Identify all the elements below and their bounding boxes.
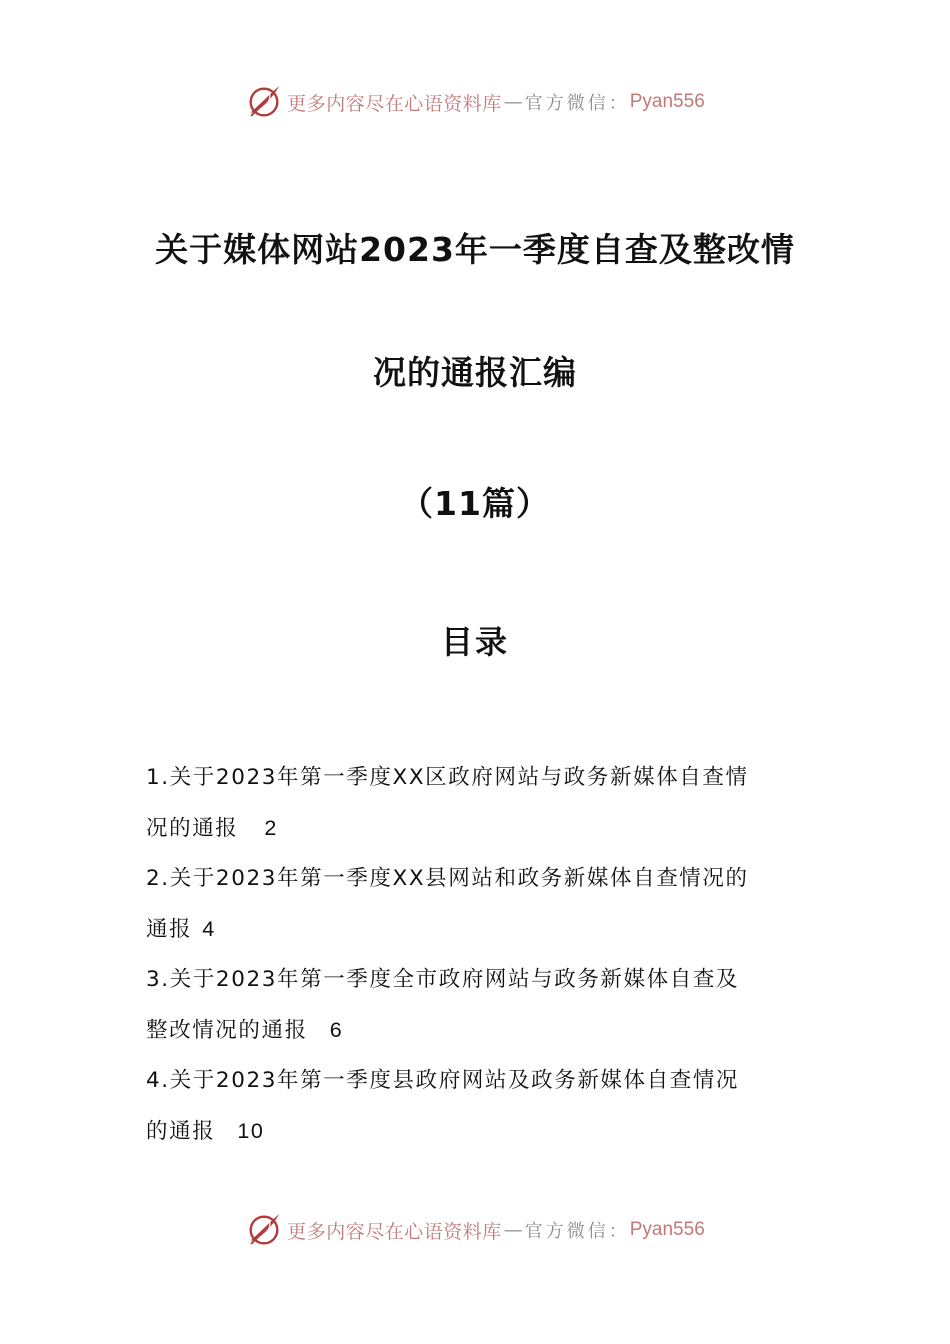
header-banner — [0, 80, 950, 124]
toc-page-number: 2 — [264, 816, 278, 840]
document-article-count: （11篇） — [400, 484, 550, 523]
document-title-line-2: 况的通报汇编 — [373, 353, 577, 392]
toc-entry[interactable] — [146, 955, 826, 1056]
toc-entry-line-1: 1.关于2023年第一季度XX区政府网站与政务新媒体自查情 — [146, 765, 749, 790]
toc-entry-line-2 — [146, 1106, 826, 1157]
footer-banner — [0, 1208, 950, 1252]
banner-text: 更多内容尽在心语资料库 — [287, 1220, 502, 1243]
toc-page-number: 10 — [237, 1119, 265, 1143]
toc-entry[interactable] — [146, 854, 826, 955]
toc-entry-line-1: 3.关于2023年第一季度全市政府网站与政务新媒体自查及 — [146, 967, 740, 992]
quill-pen-logo-icon — [245, 1211, 283, 1249]
banner-dash: — — [503, 91, 523, 113]
toc-heading: 目录 — [440, 623, 509, 661]
toc-entry-text: 整改情况的通报 — [146, 1018, 308, 1043]
toc-entry-line-1: 2.关于2023年第一季度XX县网站和政务新媒体自查情况的 — [146, 866, 749, 891]
banner-wechat-label: 官方微信： — [524, 93, 630, 114]
banner-wechat-label: 官方微信： — [524, 1221, 630, 1242]
toc-entry-line-1: 4.关于2023年第一季度县政府网站及政务新媒体自查情况 — [146, 1068, 740, 1093]
toc-entry-text: 通报 — [146, 917, 193, 942]
toc-page-number: 6 — [329, 1018, 344, 1042]
toc-entry[interactable] — [146, 1056, 826, 1157]
banner-dash: — — [503, 1219, 523, 1241]
toc-entry[interactable] — [146, 753, 826, 854]
banner-wechat-id: Pyan556 — [629, 91, 705, 112]
quill-pen-logo-icon — [245, 83, 283, 121]
banner-text: 更多内容尽在心语资料库 — [287, 92, 502, 115]
banner-wechat-id: Pyan556 — [629, 1219, 705, 1240]
table-of-contents — [146, 753, 826, 1157]
toc-entry-line-2 — [146, 1005, 826, 1056]
toc-entry-line-2 — [146, 803, 826, 854]
toc-entry-text: 的通报 — [146, 1119, 216, 1144]
toc-page-number: 4 — [202, 917, 216, 941]
toc-entry-text: 况的通报 — [146, 816, 239, 841]
toc-entry-line-2 — [146, 904, 826, 955]
document-title-line-1: 关于媒体网站2023年一季度自查及整改情 — [155, 230, 795, 269]
